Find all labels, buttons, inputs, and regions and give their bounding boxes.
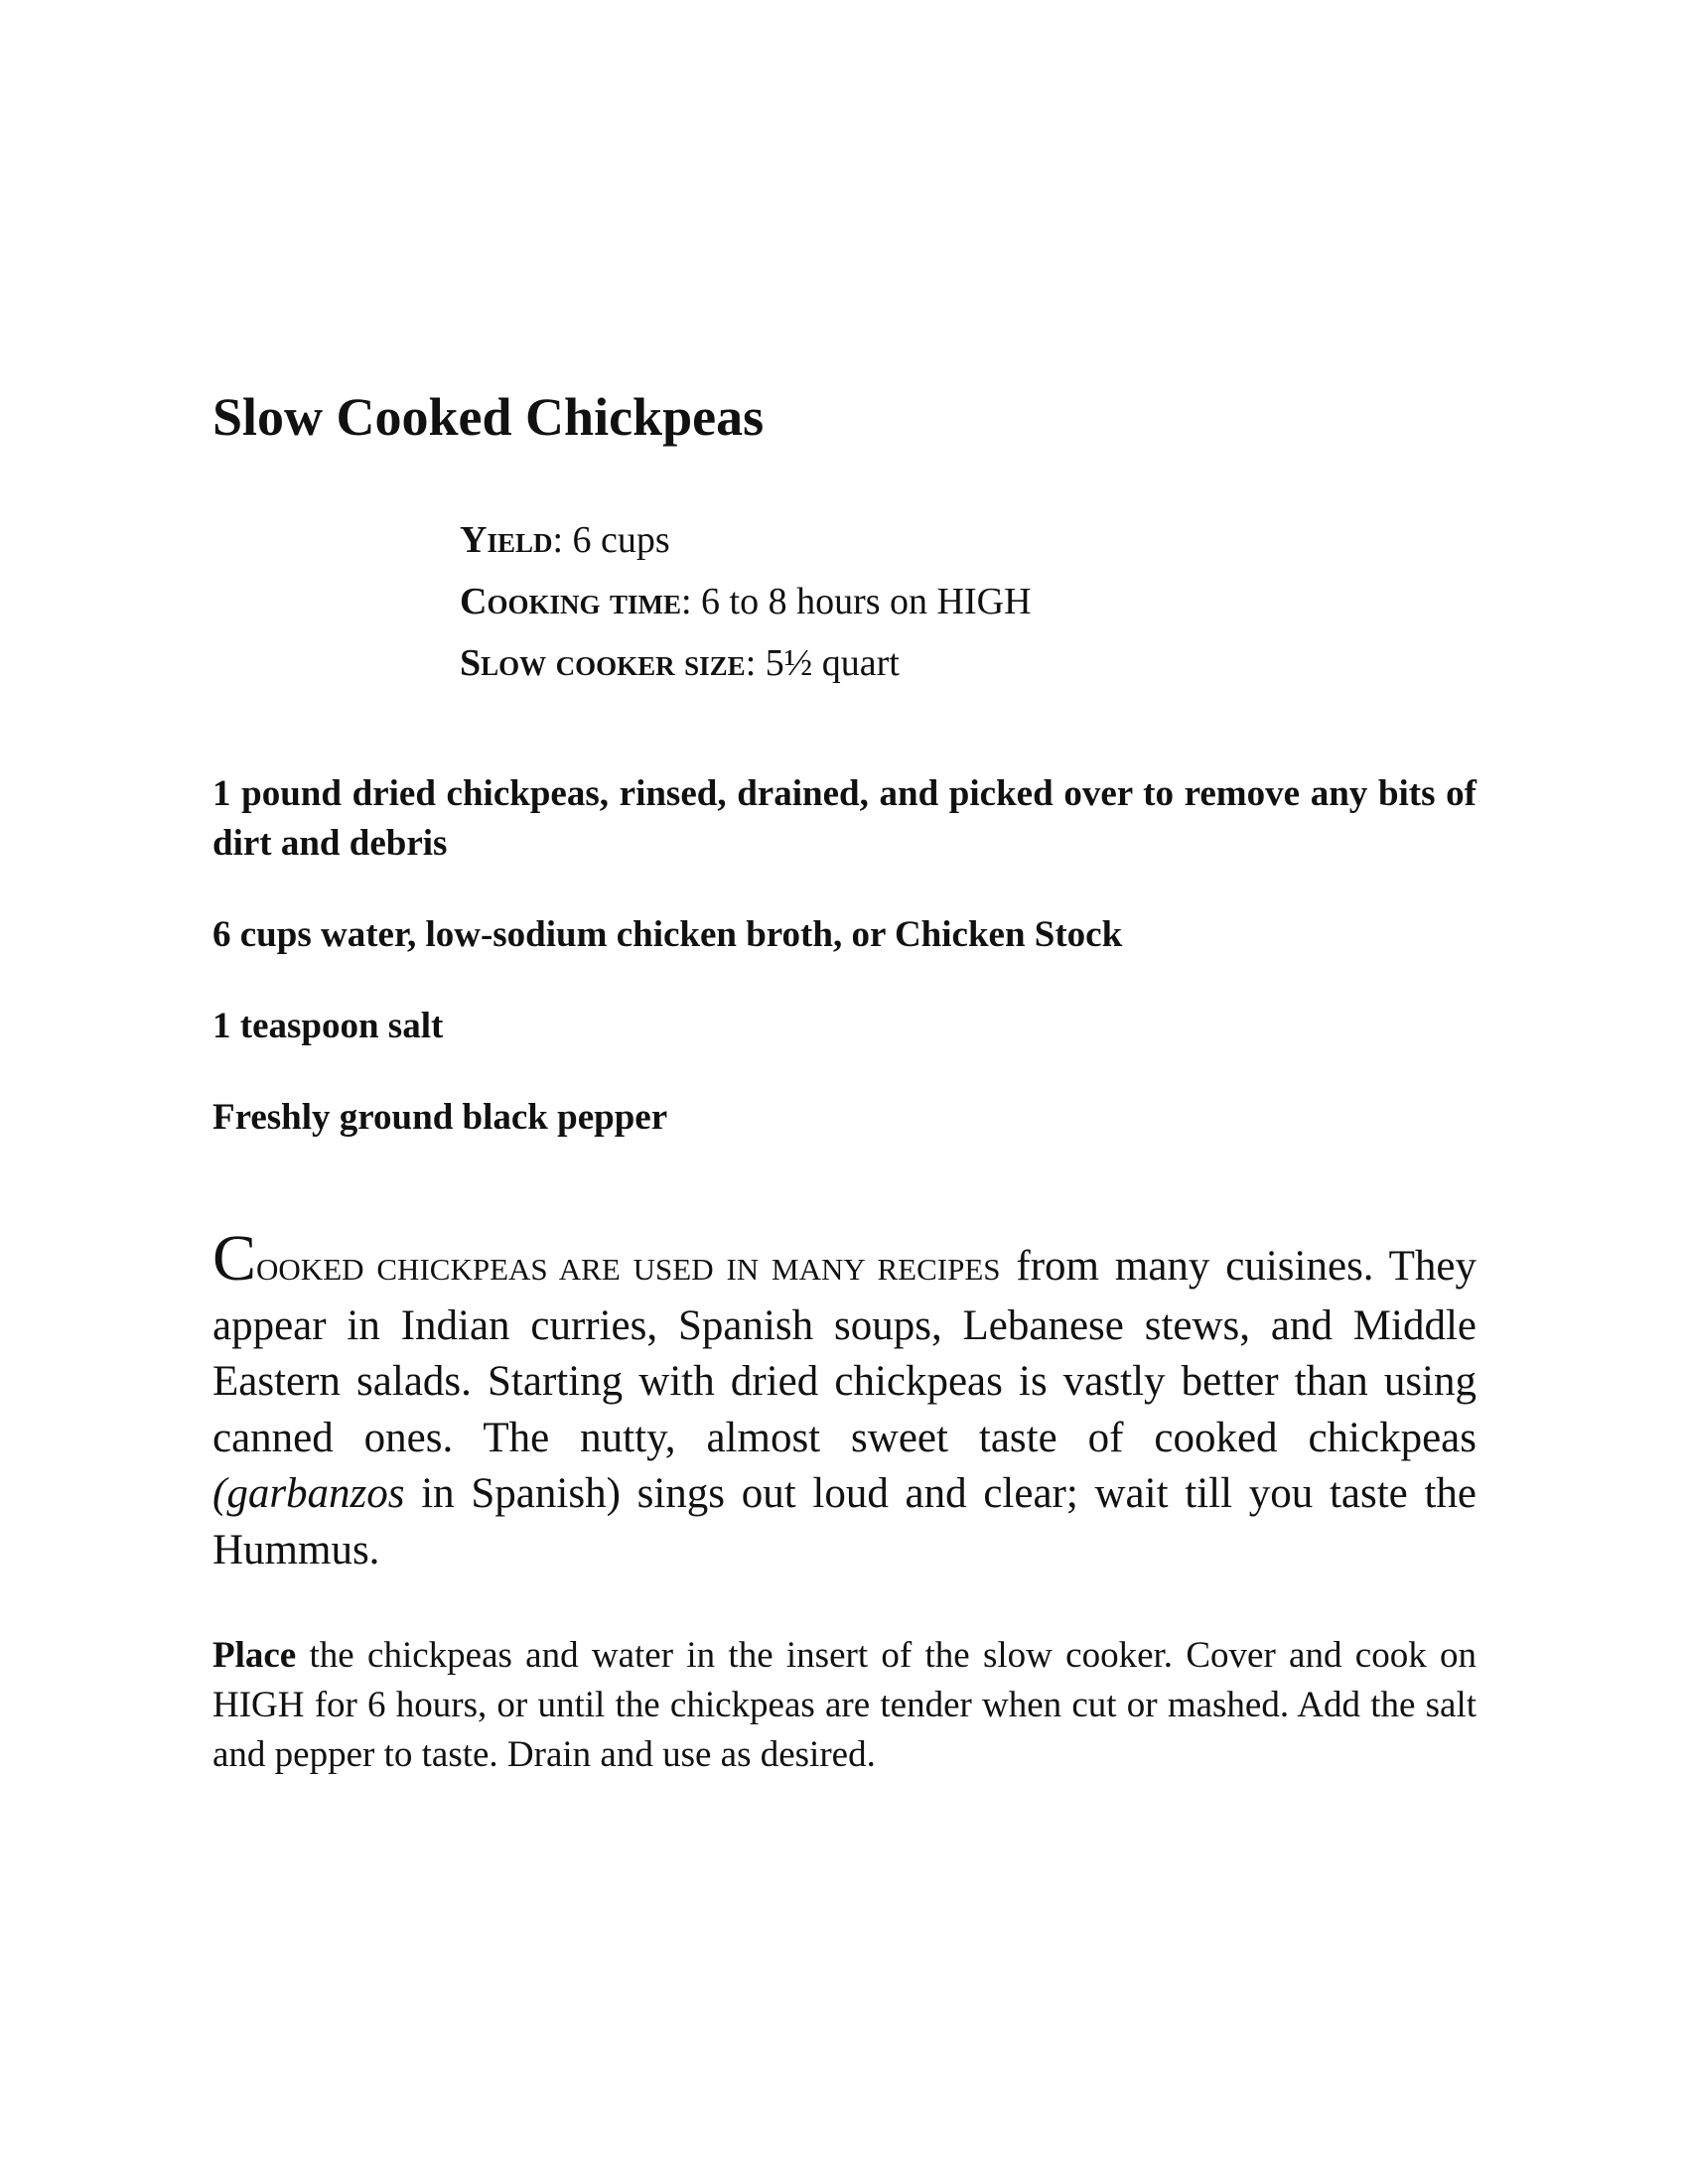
ingredient-item: 6 cups water, low-sodium chicken broth, or Chicken Stock xyxy=(212,914,1123,955)
intro-small-caps: OOKED CHICKPEAS ARE USED IN MANY RECIPES xyxy=(256,1252,1001,1287)
recipe-meta xyxy=(460,509,1032,694)
recipe-page xyxy=(212,0,1477,2184)
yield-value: : 6 cups xyxy=(552,519,670,561)
method-paragraph xyxy=(212,1631,1477,1780)
cooking-time-value: : 6 to 8 hours on HIGH xyxy=(680,581,1032,622)
cooker-size-line xyxy=(460,632,1032,694)
intro-text-1: from many cuisines. They appear in Indian curries, Spanish soups, Lebanese stews, and Middle Eastern salads. Starting with dried chickpeas is vastly better than using canned ones. The nutty, almost sweet taste of cooked chickpeas xyxy=(212,1243,1477,1461)
ingredient-item: 1 teaspoon salt xyxy=(212,1006,444,1046)
intro-drop-cap: C xyxy=(212,1222,257,1295)
method-verb: Place xyxy=(212,1635,297,1676)
ingredient-item: 1 pound dried chickpeas, rinsed, drained, and picked over to remove any bits of dirt and debris xyxy=(212,773,1477,864)
intro-paragraph xyxy=(212,1222,1477,1578)
ingredient-item: Freshly ground black pepper xyxy=(212,1097,668,1138)
ingredient-list xyxy=(212,769,1477,1184)
cooking-time-line xyxy=(460,571,1032,632)
yield-line xyxy=(460,509,1032,571)
recipe-title: Slow Cooked Chickpeas xyxy=(212,387,765,447)
yield-label: Yield xyxy=(460,519,553,561)
cooker-size-value: : 5½ quart xyxy=(745,642,900,684)
cooker-size-label: Slow cooker size xyxy=(460,642,746,684)
intro-text-2: in Spanish) sings out loud and clear; wait till you taste the Hummus. xyxy=(212,1470,1477,1573)
method-text: the chickpeas and water in the insert of the slow cooker. Cover and cook on HIGH for 6 hours, or until the chickpeas are tender when cut or mashed. Add the salt and pepper to taste. Drain and use as desired. xyxy=(212,1635,1477,1775)
cooking-time-label: Cooking time xyxy=(460,581,681,622)
intro-italic: (garbanzos xyxy=(212,1470,405,1517)
